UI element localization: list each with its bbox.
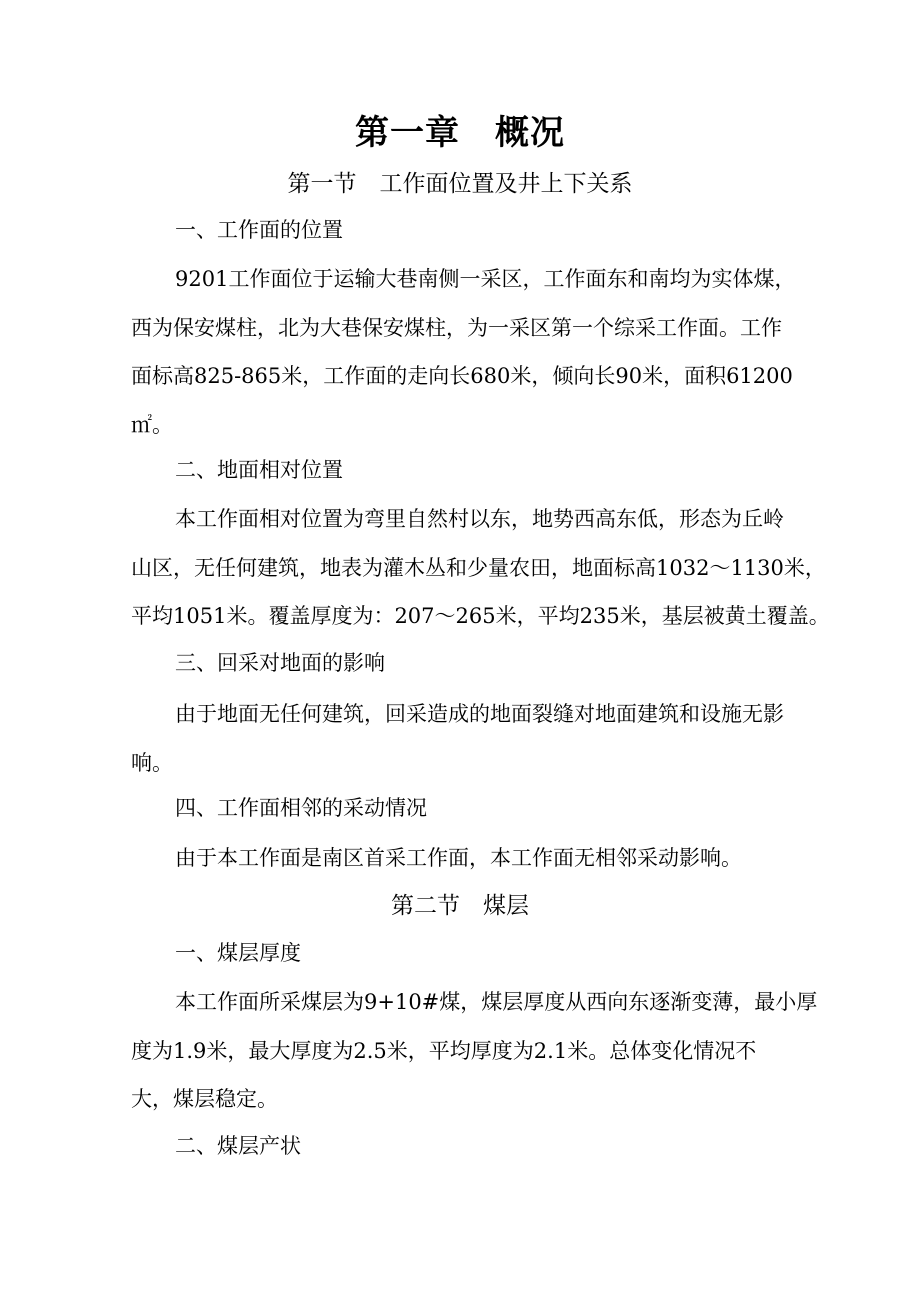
heading-work-face-location: 一、工作面的位置 [175, 218, 343, 242]
text-line: 本工作面相对位置为弯里自然村以东，地势西高东低，形态为丘岭 [175, 507, 784, 531]
text-line: 由于本工作面是南区首采工作面，本工作面无相邻采动影响。 [175, 846, 742, 870]
text-line: 由于地面无任何建筑，回采造成的地面裂缝对地面建筑和设施无影 [175, 702, 784, 726]
section-title-1: 第一节 工作面位置及井上下关系 [287, 171, 633, 197]
text-line: 大，煤层稳定。 [131, 1087, 278, 1111]
section-title-2: 第二节 煤层 [391, 893, 529, 919]
paragraph-seam-thickness [131, 978, 818, 1124]
paragraph-surface-position [131, 495, 830, 641]
paragraph-work-face-location [131, 255, 813, 449]
text-line: ㎡。 [131, 412, 173, 437]
text-line: 面标高825-865米，工作面的走向长680米，倾向长90米，面积61200 [131, 364, 793, 388]
heading-mining-impact: 三、回采对地面的影响 [175, 651, 385, 675]
heading-seam-occurrence: 二、煤层产状 [175, 1134, 301, 1158]
heading-surface-position: 二、地面相对位置 [175, 458, 343, 482]
text-line: 西为保安煤柱，北为大巷保安煤柱，为一采区第一个综采工作面。工作 [131, 315, 782, 340]
heading-adjacent-mining: 四、工作面相邻的采动情况 [175, 796, 427, 820]
text-line: 响。 [131, 750, 173, 775]
paragraph-mining-impact [131, 690, 813, 787]
text-line: 9201工作面位于运输大巷南侧一采区，工作面东和南均为实体煤， [175, 267, 796, 291]
chapter-title: 第一章 概况 [355, 113, 565, 153]
text-line: 山区，无任何建筑，地表为灌木丛和少量农田，地面标高1032～1130米， [131, 555, 826, 580]
text-line: 度为1.9米，最大厚度为2.5米，平均厚度为2.1米。总体变化情况不 [131, 1038, 757, 1063]
paragraph-adjacent-mining [131, 834, 813, 883]
text-line: 平均1051米。覆盖厚度为：207～265米，平均235米，基层被黄土覆盖。 [131, 604, 830, 628]
text-line: 本工作面所采煤层为9+10#煤，煤层厚度从西向东逐渐变薄，最小厚 [175, 990, 818, 1014]
heading-seam-thickness: 一、煤层厚度 [175, 941, 301, 965]
